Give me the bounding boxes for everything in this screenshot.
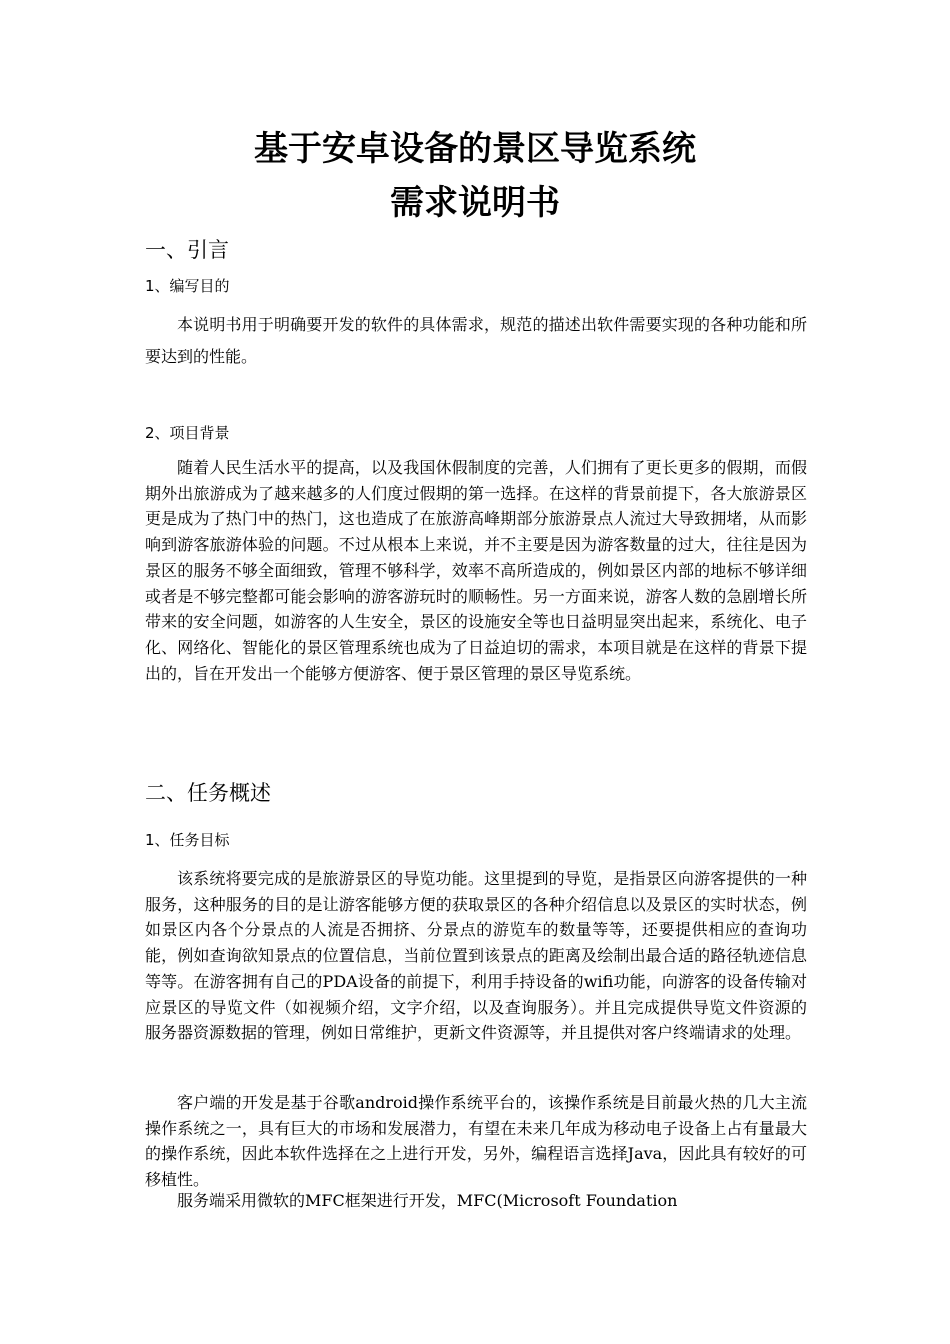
paragraph-purpose: 本说明书用于明确要开发的软件的具体需求，规范的描述出软件需要实现的各种功能和所要达到的性能。 — [145, 315, 807, 366]
subsection-heading-background: 2、项目背景 — [145, 424, 230, 442]
document-title-line2: 需求说明书 — [390, 183, 560, 223]
section-heading-intro: 一、引言 — [145, 238, 229, 262]
subsection-heading-purpose: 1、编写目的 — [145, 277, 230, 295]
subsection-heading-goal: 1、任务目标 — [145, 831, 230, 849]
paragraph-goal: 该系统将要完成的是旅游景区的导览功能。这里提到的导览，是指景区向游客提供的一种服务，这种服务的目的是让游客能够方便的获取景区的各种介绍信息以及景区的实时状态，例如景区内各个分景点的人流是否拥挤、分景点的游览车的数量等等，还要提供相应的查询功能，例如查询欲知景点的位置信息，当前位置到该景点的距离及绘制出最合适的路径轨迹信息等等。在游客拥有自己的PDA设备的前提下，利用手持设备的wifi功能，向游客的设备传输对应景区的导览文件（如视频介绍，文字介绍，以及查询服务）。并且完成提供导览文件资源的服务器资源数据的管理，例如日常维护，更新文件资源等，并且提供对客户终端请求的处理。 — [145, 869, 807, 1043]
section-heading-overview: 二、任务概述 — [145, 781, 271, 805]
paragraph-server: 服务端采用微软的MFC框架进行开发，MFC(Microsoft Foundation — [177, 1191, 678, 1210]
paragraph-background: 随着人民生活水平的提高，以及我国休假制度的完善，人们拥有了更长更多的假期，而假期外出旅游成为了越来越多的人们度过假期的第一选择。在这样的背景前提下，各大旅游景区更是成为了热门中的热门，这也造成了在旅游高峰期部分旅游景点人流过大导致拥堵，从而影响到游客旅游体验的问题。不过从根本上来说，并不主要是因为游客数量的过大，往往是因为景区的服务不够全面细致，管理不够科学，效率不高所造成的，例如景区内部的地标不够详细或者是不够完整都可能会影响的游客游玩时的顺畅性。另一方面来说，游客人数的急剧增长所带来的安全问题，如游客的人生安全，景区的设施安全等也日益明显突出起来，系统化、电子化、网络化、智能化的景区管理系统也成为了日益迫切的需求，本项目就是在这样的背景下提出的，旨在开发出一个能够方便游客、便于景区管理的景区导览系统。 — [145, 458, 807, 683]
document-title-line1: 基于安卓设备的景区导览系统 — [254, 129, 696, 169]
paragraph-client: 客户端的开发是基于谷歌android操作系统平台的，该操作系统是目前最火热的几大主流操作系统之一，具有巨大的市场和发展潜力，有望在未来几年成为移动电子设备上占有量最大的操作系统，因此本软件选择在之上进行开发，另外，编程语言选择Java，因此具有较好的可移植性。 — [145, 1093, 807, 1190]
